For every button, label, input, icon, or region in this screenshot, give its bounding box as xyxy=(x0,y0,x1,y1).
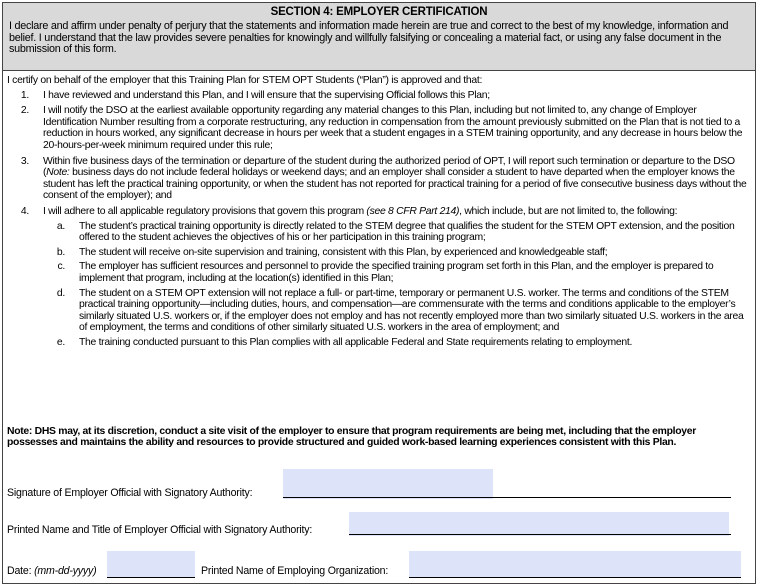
employing-organization-field[interactable] xyxy=(409,551,741,578)
date-label-group xyxy=(7,565,96,577)
item-number: 2. xyxy=(20,105,29,117)
date-underline xyxy=(107,577,195,578)
signature-label: Signature of Employer Official with Signatory Authority: xyxy=(7,487,253,499)
sub-list xyxy=(43,221,753,349)
item-text: I have reviewed and understand this Plan, and I will ensure that the supervising Official follows this Plan; xyxy=(43,89,490,101)
item-text xyxy=(43,156,753,202)
list-item xyxy=(7,206,753,352)
item-text-part: , which include, but are not limited to, the following: xyxy=(459,205,678,217)
signature-field[interactable] xyxy=(283,469,493,499)
sub-item-text: The student’s practical training opportunity is directly related to the STEM degree that qualifies the student for the STEM OPT extension, and the position offered to the student achieves the objectives of his or her participation in this training program; xyxy=(79,220,735,244)
sub-item xyxy=(43,288,753,334)
sub-item xyxy=(43,337,753,349)
sub-item-text: The student on a STEM OPT extension will not replace a full- or part-time, temporary or permanent U.S. worker. The terms and conditions of the STEM practical training opportunity—including duties, hours, and compensation—are commensurate with the terms and conditions applicable to the employer’s similarly situated U.S. workers or, if the employer does not employ and has not recently employed more than two similarly situated U.S. workers in the area of employment, the terms and conditions of other similarly situated U.S. workers in the area of employment; and xyxy=(79,287,744,334)
sub-item-letter: c. xyxy=(57,261,65,273)
list-item xyxy=(7,105,753,151)
item-text-part: business days do not include federal holidays or weekend days; and an employer shall consider a student to have departed when the employer knows the student has left the practical training opportunity, or when the student has not reported for practical training for a period of five consecutive business days without the consent of the employer); and xyxy=(43,167,747,202)
sub-item xyxy=(43,261,753,284)
item-text-part: Within five business days of the termination or departure of the student during the authorized period of OPT, I will report such termination or departure to the DSO ( xyxy=(43,155,735,179)
item-text: I will notify the DSO at the earliest available opportunity regarding any material changes to this Plan, including but not limited to, any change of Employer Identification Number resulting from a corporate restructuring, any reduction in compensation from the amount previously submitted on the Plan that is not tied to a reduction in hours worked, any significant decrease in hours per week that a student engages in a STEM training opportunity, and any decrease in hours below the 20-hours-per-week minimum required under this rule; xyxy=(43,105,743,151)
item-number: 4. xyxy=(20,205,29,217)
sub-item xyxy=(43,247,753,259)
printed-name-underline xyxy=(349,534,731,535)
date-field[interactable] xyxy=(107,551,195,578)
printed-name-title-field[interactable] xyxy=(349,512,729,536)
org-underline xyxy=(409,577,741,578)
org-label: Printed Name of Employing Organization: xyxy=(201,565,389,577)
item-note-label: Note: xyxy=(46,167,70,179)
dhs-site-visit-note: Note: DHS may, at its discretion, conduct a site visit of the employer to ensure that program requirements are being met, including that the employer possesses and maintains the ability and resources to provide structured and guided work-based learning experiences consistent with this Plan. xyxy=(7,426,696,449)
certification-body xyxy=(7,75,753,355)
sub-item-text: The student will receive on-site supervision and training, consistent with this Plan, by experienced and knowledgeable staff; xyxy=(79,246,608,258)
sub-item-letter: e. xyxy=(56,336,65,348)
sub-item-letter: b. xyxy=(56,246,65,258)
list-item xyxy=(7,156,753,202)
printed-name-label: Printed Name and Title of Employer Official with Signatory Authority: xyxy=(7,524,313,536)
sub-item-letter: d. xyxy=(56,287,65,299)
date-label: Date: xyxy=(7,565,32,577)
section-header xyxy=(3,3,755,71)
certification-intro: I certify on behalf of the employer that this Training Plan for STEM OPT Students (“Plan”) is approved and that: xyxy=(7,75,483,86)
employer-certification-form xyxy=(2,2,756,584)
sub-item-text: The training conducted pursuant to this Plan complies with all applicable Federal and State requirements relating to employment. xyxy=(79,336,633,348)
section-title: SECTION 4: EMPLOYER CERTIFICATION xyxy=(270,6,488,18)
sub-item-letter: a. xyxy=(56,220,65,232)
signature-underline xyxy=(283,497,731,498)
item-content xyxy=(43,206,753,352)
perjury-declaration: I declare and affirm under penalty of perjury that the statements and information made herein are true and correct to the best of my knowledge, information and belief. I understand that the law provides severe penalties for knowingly and willfully falsifying or concealing a material fact, or using any false document in the submission of this form. xyxy=(9,20,729,56)
date-format-hint: (mm-dd-yyyy) xyxy=(34,565,97,577)
item-number: 1. xyxy=(20,89,29,101)
item-text-part: I will adhere to all applicable regulatory provisions that govern this program xyxy=(43,205,367,217)
item-number: 3. xyxy=(20,155,29,167)
sub-item-text: The employer has sufficient resources and personnel to provide the specified training program set forth in this Plan, and the employer is prepared to implement that program, including at the location(s) identified in this Plan; xyxy=(79,261,714,284)
regulation-citation: (see 8 CFR Part 214) xyxy=(366,205,460,217)
sub-item xyxy=(43,221,753,244)
list-item xyxy=(7,90,753,102)
